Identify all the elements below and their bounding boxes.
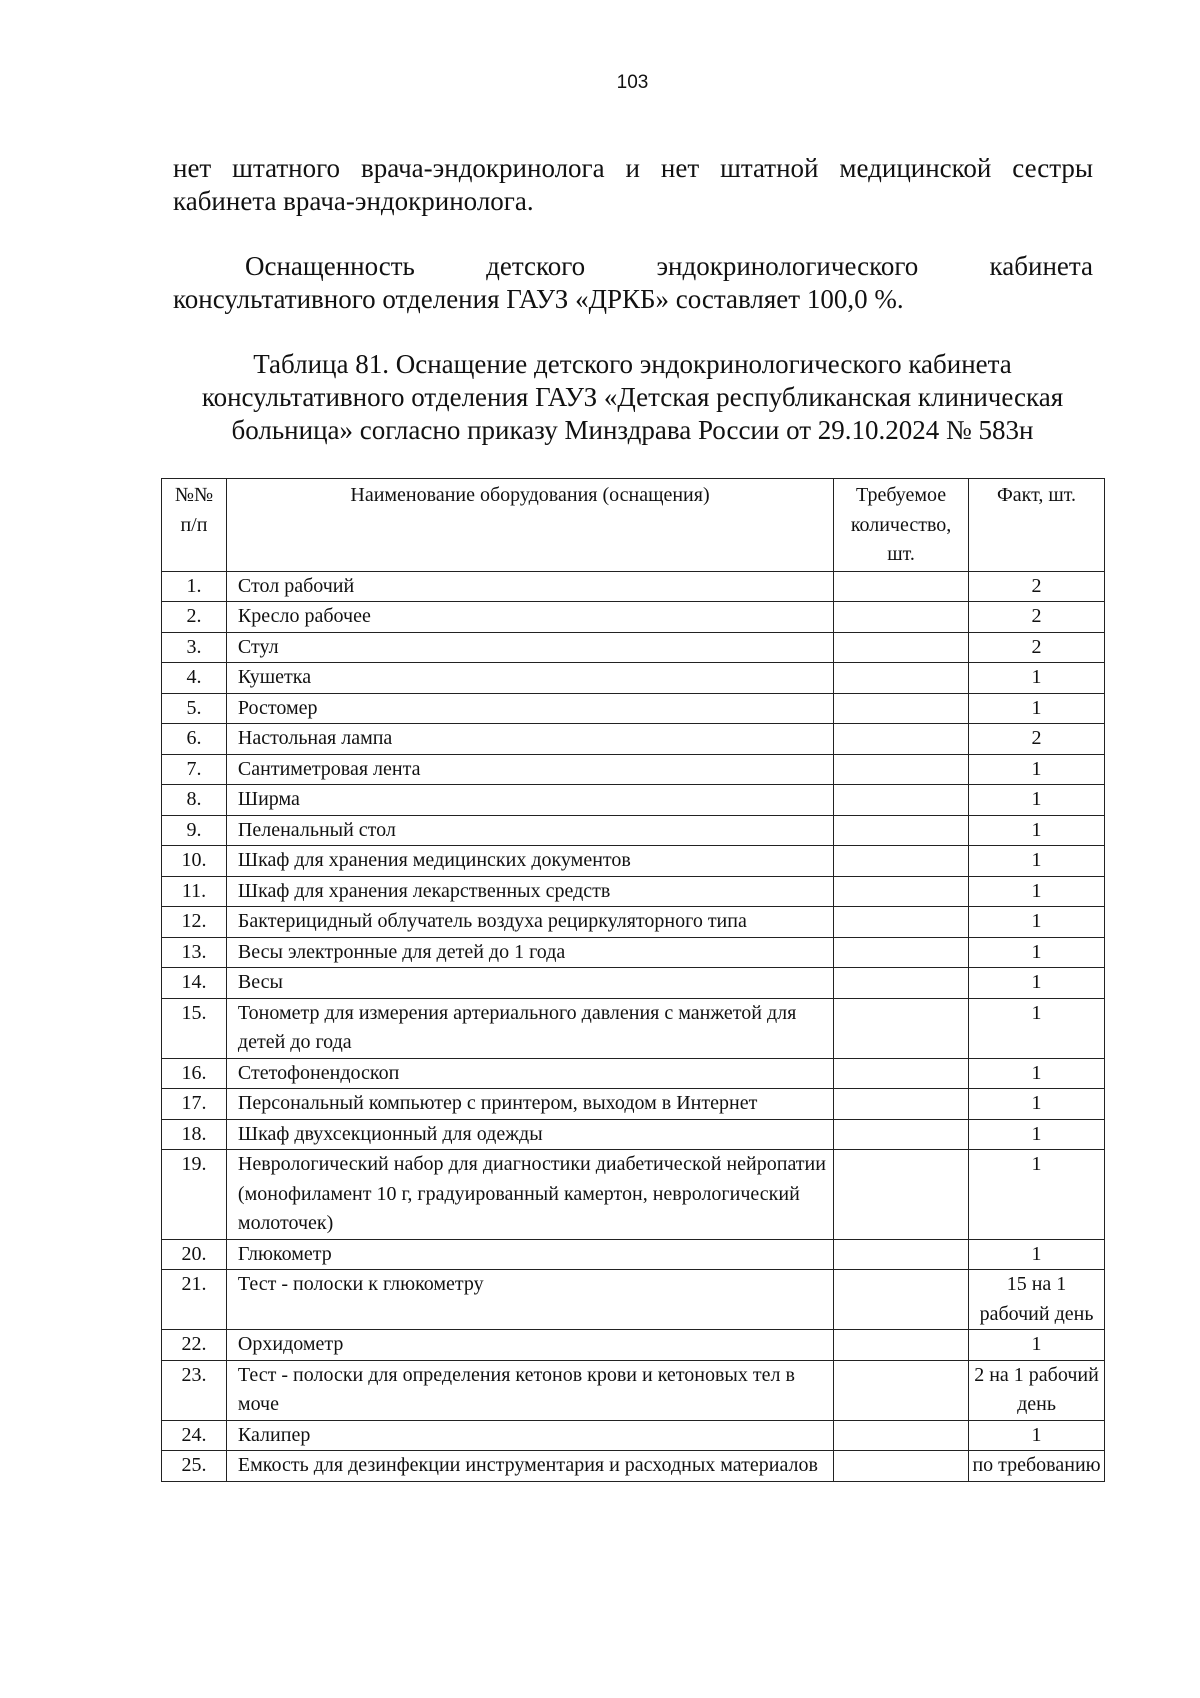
paragraph-equipment-rate — [173, 250, 1093, 316]
fact-quantity: 1 — [969, 693, 1105, 724]
equipment-name: Стол рабочий — [226, 571, 833, 602]
page-number: 103 — [616, 72, 649, 93]
required-quantity — [834, 1089, 969, 1120]
row-number: 21. — [162, 1270, 227, 1330]
equipment-name: Стул — [226, 632, 833, 663]
row-number: 8. — [162, 785, 227, 816]
row-number: 19. — [162, 1150, 227, 1240]
row-number: 23. — [162, 1360, 227, 1420]
fact-quantity: 2 — [969, 724, 1105, 755]
equipment-name: Пеленальный стол — [226, 815, 833, 846]
fact-quantity: 2 — [969, 602, 1105, 633]
row-number: 14. — [162, 968, 227, 999]
fact-quantity: 15 на 1 рабочий день — [969, 1270, 1105, 1330]
equipment-name: Бактерицидный облучатель воздуха рециркуляторного типа — [226, 907, 833, 938]
fact-quantity: 1 — [969, 968, 1105, 999]
table-row — [162, 1058, 1105, 1089]
equipment-name: Ширма — [226, 785, 833, 816]
table-row — [162, 754, 1105, 785]
required-quantity — [834, 1330, 969, 1361]
required-quantity — [834, 846, 969, 877]
required-quantity — [834, 815, 969, 846]
equipment-name: Орхидометр — [226, 1330, 833, 1361]
equipment-name: Калипер — [226, 1420, 833, 1451]
row-number: 2. — [162, 602, 227, 633]
table-row — [162, 876, 1105, 907]
equipment-name: Тонометр для измерения артериального давления с манжетой для детей до года — [226, 998, 833, 1058]
required-quantity — [834, 1150, 969, 1240]
equipment-name: Кушетка — [226, 663, 833, 694]
table-row — [162, 937, 1105, 968]
table-row — [162, 846, 1105, 877]
equipment-name: Шкаф двухсекционный для одежды — [226, 1119, 833, 1150]
equipment-name: Весы — [226, 968, 833, 999]
row-number: 7. — [162, 754, 227, 785]
fact-quantity: 1 — [969, 785, 1105, 816]
paragraph-line: Оснащенность детского эндокринологического кабинета — [245, 251, 1093, 281]
table-row — [162, 663, 1105, 694]
equipment-name: Тест - полоски к глюкометру — [226, 1270, 833, 1330]
equipment-name: Стетофонендоскоп — [226, 1058, 833, 1089]
equipment-table — [161, 478, 1105, 1482]
equipment-name: Тест - полоски для определения кетонов крови и кетоновых тел в моче — [226, 1360, 833, 1420]
equipment-name: Емкость для дезинфекции инструментария и расходных материалов — [226, 1451, 833, 1482]
table-row — [162, 815, 1105, 846]
equipment-name: Весы электронные для детей до 1 года — [226, 937, 833, 968]
row-number: 13. — [162, 937, 227, 968]
required-quantity — [834, 1420, 969, 1451]
fact-quantity: 1 — [969, 1058, 1105, 1089]
row-number: 11. — [162, 876, 227, 907]
table-row — [162, 1420, 1105, 1451]
caption-line: больница» согласно приказу Минздрава России от 29.10.2024 № 583н — [231, 415, 1034, 445]
required-quantity — [834, 1270, 969, 1330]
required-quantity — [834, 724, 969, 755]
paragraph-staffing — [173, 152, 1093, 218]
equipment-name: Кресло рабочее — [226, 602, 833, 633]
required-quantity — [834, 632, 969, 663]
fact-quantity: 2 на 1 рабочий день — [969, 1360, 1105, 1420]
equipment-name: Настольная лампа — [226, 724, 833, 755]
table-body — [162, 571, 1105, 1481]
required-quantity — [834, 1360, 969, 1420]
fact-quantity: 2 — [969, 571, 1105, 602]
required-quantity — [834, 1451, 969, 1482]
required-quantity — [834, 602, 969, 633]
table-row — [162, 1270, 1105, 1330]
table-row — [162, 602, 1105, 633]
required-quantity — [834, 998, 969, 1058]
fact-quantity: 2 — [969, 632, 1105, 663]
row-number: 15. — [162, 998, 227, 1058]
required-quantity — [834, 754, 969, 785]
table-row — [162, 785, 1105, 816]
row-number: 6. — [162, 724, 227, 755]
paragraph-line: консультативного отделения ГАУЗ «ДРКБ» составляет 100,0 %. — [173, 284, 904, 314]
fact-quantity: 1 — [969, 876, 1105, 907]
table-row — [162, 693, 1105, 724]
row-number: 5. — [162, 693, 227, 724]
fact-quantity: по требованию — [969, 1451, 1105, 1482]
required-quantity — [834, 693, 969, 724]
table-row — [162, 1239, 1105, 1270]
table-row — [162, 1330, 1105, 1361]
required-quantity — [834, 907, 969, 938]
fact-quantity: 1 — [969, 937, 1105, 968]
required-quantity — [834, 876, 969, 907]
fact-quantity: 1 — [969, 1089, 1105, 1120]
table-caption — [130, 348, 1135, 447]
fact-quantity: 1 — [969, 846, 1105, 877]
fact-quantity: 1 — [969, 1239, 1105, 1270]
table-header — [162, 479, 1105, 572]
header-fact-quantity: Факт, шт. — [969, 479, 1105, 572]
equipment-name: Неврологический набор для диагностики диабетической нейропатии (монофиламент 10 г, градуированный камертон, неврологический молоточек) — [226, 1150, 833, 1240]
fact-quantity: 1 — [969, 1119, 1105, 1150]
fact-quantity: 1 — [969, 754, 1105, 785]
row-number: 16. — [162, 1058, 227, 1089]
table-row — [162, 571, 1105, 602]
equipment-name: Шкаф для хранения лекарственных средств — [226, 876, 833, 907]
row-number: 12. — [162, 907, 227, 938]
table-header-row — [162, 479, 1105, 572]
row-number: 24. — [162, 1420, 227, 1451]
table-row — [162, 724, 1105, 755]
table-row — [162, 907, 1105, 938]
required-quantity — [834, 571, 969, 602]
equipment-name: Глюкометр — [226, 1239, 833, 1270]
fact-quantity: 1 — [969, 907, 1105, 938]
table-row — [162, 1119, 1105, 1150]
table-row — [162, 1451, 1105, 1482]
caption-line: Таблица 81. Оснащение детского эндокринологического кабинета — [253, 349, 1012, 379]
table-row — [162, 1150, 1105, 1240]
fact-quantity: 1 — [969, 1150, 1105, 1240]
equipment-name: Шкаф для хранения медицинских документов — [226, 846, 833, 877]
required-quantity — [834, 937, 969, 968]
row-number: 17. — [162, 1089, 227, 1120]
equipment-name: Персональный компьютер с принтером, выходом в Интернет — [226, 1089, 833, 1120]
fact-quantity: 1 — [969, 815, 1105, 846]
row-number: 22. — [162, 1330, 227, 1361]
table-row — [162, 968, 1105, 999]
table-row — [162, 998, 1105, 1058]
row-number: 9. — [162, 815, 227, 846]
required-quantity — [834, 1058, 969, 1089]
required-quantity — [834, 968, 969, 999]
row-number: 10. — [162, 846, 227, 877]
required-quantity — [834, 663, 969, 694]
row-number: 4. — [162, 663, 227, 694]
row-number: 25. — [162, 1451, 227, 1482]
required-quantity — [834, 1239, 969, 1270]
fact-quantity: 1 — [969, 998, 1105, 1058]
header-required-quantity: Требуемое количество, шт. — [834, 479, 969, 572]
caption-line: консультативного отделения ГАУЗ «Детская республиканская клиническая — [201, 382, 1064, 412]
header-number: №№ п/п — [162, 479, 227, 572]
fact-quantity: 1 — [969, 1330, 1105, 1361]
row-number: 20. — [162, 1239, 227, 1270]
equipment-name: Ростомер — [226, 693, 833, 724]
table-row — [162, 632, 1105, 663]
required-quantity — [834, 785, 969, 816]
fact-quantity: 1 — [969, 663, 1105, 694]
row-number: 18. — [162, 1119, 227, 1150]
table-row — [162, 1360, 1105, 1420]
row-number: 3. — [162, 632, 227, 663]
required-quantity — [834, 1119, 969, 1150]
row-number: 1. — [162, 571, 227, 602]
paragraph-line: кабинета врача-эндокринолога. — [173, 186, 534, 216]
fact-quantity: 1 — [969, 1420, 1105, 1451]
header-equipment-name: Наименование оборудования (оснащения) — [226, 479, 833, 572]
table-row — [162, 1089, 1105, 1120]
paragraph-line: нет штатного врача-эндокринолога и нет штатной медицинской сестры — [173, 153, 1093, 183]
equipment-name: Сантиметровая лента — [226, 754, 833, 785]
